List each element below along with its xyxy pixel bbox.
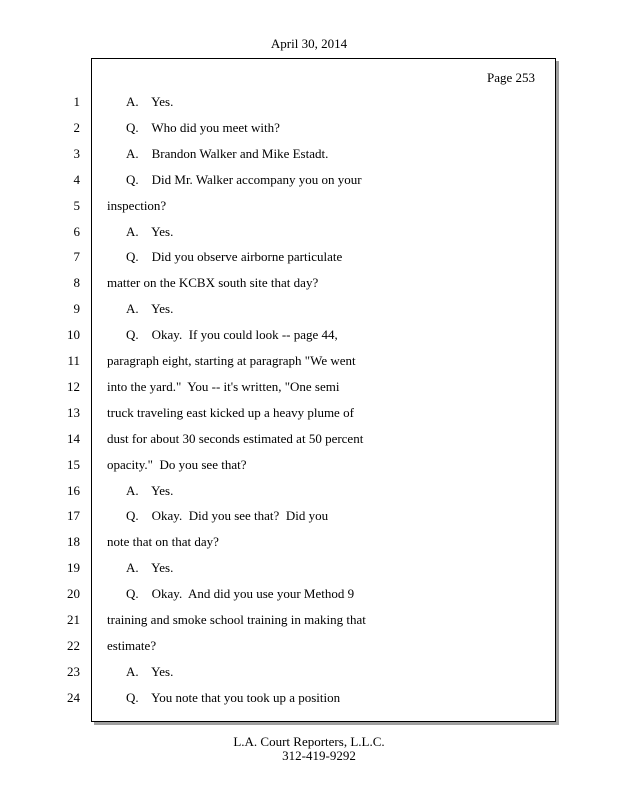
- line-number: 14: [67, 430, 80, 446]
- line-text: training and smoke school training in making that: [107, 612, 366, 627]
- line-number: 9: [73, 301, 80, 317]
- transcript-line: [0, 119, 560, 137]
- line-number: 23: [67, 663, 80, 679]
- transcript-line: [0, 507, 560, 525]
- line-text: note that on that day?: [107, 534, 219, 550]
- line-number: 19: [67, 560, 80, 576]
- line-number: 12: [67, 378, 80, 394]
- line-text: matter on the KCBX south site that day?: [107, 275, 319, 291]
- line-text: Q. Did Mr. Walker accompany you on your: [126, 171, 362, 187]
- line-number: 5: [73, 197, 80, 213]
- transcript-line: [0, 378, 560, 396]
- line-text: Q. Did you observe airborne particulate: [126, 249, 343, 265]
- transcript-line: [0, 585, 560, 603]
- line-text: Q. Who did you meet with?: [126, 119, 280, 135]
- line-text: opacity." Do you see that?: [107, 456, 247, 472]
- transcript-line: [0, 93, 560, 111]
- line-number: 11: [67, 353, 80, 368]
- transcript-line: [0, 559, 560, 577]
- line-text: into the yard." You -- it's written, "One semi: [107, 378, 340, 394]
- line-number: 3: [73, 145, 80, 161]
- transcript-line: [0, 430, 560, 448]
- transcript-line: [0, 533, 560, 551]
- line-number: 22: [67, 637, 80, 653]
- line-text: A. Brandon Walker and Mike Estadt.: [126, 145, 329, 161]
- line-number: 21: [67, 612, 80, 627]
- line-text: inspection?: [107, 197, 167, 213]
- line-text: dust for about 30 seconds estimated at 50 percent: [107, 430, 364, 446]
- transcript-line: [0, 274, 560, 292]
- line-number: 10: [67, 327, 80, 343]
- line-text: estimate?: [107, 637, 157, 653]
- transcript-line: [0, 326, 560, 344]
- line-text: A. Yes.: [126, 223, 174, 239]
- transcript-line: [0, 404, 560, 422]
- line-number: 4: [73, 171, 80, 187]
- line-text: truck traveling east kicked up a heavy plume of: [107, 404, 354, 420]
- line-text: Q. Okay. If you could look -- page 44,: [126, 327, 338, 343]
- footer-company: L.A. Court Reporters, L.L.C.: [233, 734, 385, 749]
- line-number: 7: [73, 249, 80, 265]
- page-number: Page 253: [487, 70, 536, 85]
- line-text: Q. Okay. Did you see that? Did you: [126, 508, 329, 524]
- line-text: Q. You note that you took up a position: [126, 689, 341, 705]
- transcript-line: [0, 482, 560, 500]
- line-text: A. Yes.: [126, 301, 174, 317]
- transcript-line: [0, 248, 560, 266]
- transcript-line: [0, 611, 560, 629]
- line-number: 20: [67, 586, 80, 602]
- line-number: 13: [67, 404, 80, 420]
- line-number: 2: [73, 119, 80, 135]
- line-number: 16: [67, 482, 80, 498]
- transcript-line: [0, 197, 560, 215]
- line-text: A. Yes.: [126, 94, 174, 109]
- transcript-date: April 30, 2014: [270, 36, 348, 51]
- line-number: 24: [67, 689, 80, 705]
- footer-phone: 312-419-9292: [282, 748, 356, 763]
- line-number: 17: [67, 508, 80, 524]
- line-text: Q. Okay. And did you use your Method 9: [126, 586, 355, 602]
- line-number: 6: [73, 223, 80, 239]
- line-number: 1: [73, 94, 80, 109]
- transcript-line: [0, 300, 560, 318]
- transcript-line: [0, 663, 560, 681]
- transcript-line: [0, 145, 560, 163]
- line-number: 8: [73, 275, 80, 291]
- line-text: paragraph eight, starting at paragraph "We went: [107, 353, 356, 368]
- transcript-line: [0, 689, 560, 707]
- line-text: A. Yes.: [126, 663, 174, 679]
- transcript-line: [0, 456, 560, 474]
- transcript-line: [0, 352, 560, 370]
- line-text: A. Yes.: [126, 560, 174, 576]
- transcript-line: [0, 171, 560, 189]
- transcript-line: [0, 637, 560, 655]
- line-number: 15: [67, 456, 80, 472]
- line-number: 18: [67, 534, 80, 550]
- line-text: A. Yes.: [126, 482, 174, 498]
- transcript-line: [0, 223, 560, 241]
